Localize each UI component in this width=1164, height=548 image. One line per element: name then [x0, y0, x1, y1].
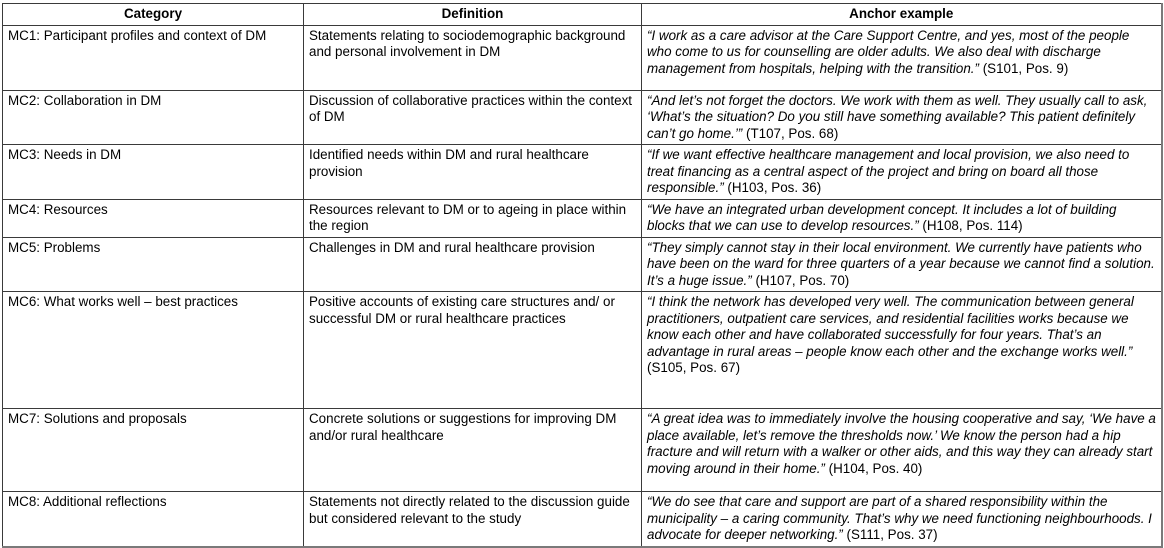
anchor-example-cell	[642, 199, 1162, 237]
anchor-quote: “They simply cannot stay in their local environment. We currently have patients who have been on the ward for three quarters of a year because we cannot find a solution. It’s a huge issue.”	[647, 239, 1155, 288]
anchor-source: (H107, Pos. 70)	[751, 272, 850, 288]
category-cell: MC2: Collaboration in DM	[3, 90, 304, 145]
anchor-source: (H108, Pos. 114)	[918, 218, 1023, 233]
anchor-example-cell	[642, 409, 1162, 492]
anchor-source: (T107, Pos. 68)	[742, 125, 839, 141]
anchor-quote: “We do see that care and support are part of a shared responsibility within the municipality – a caring community. That’s why we need functioning neighbourhoods. I advocate for deeper networking.”	[647, 494, 1152, 542]
header-category: Category	[3, 4, 304, 26]
category-cell: MC4: Resources	[3, 199, 304, 237]
category-table-container	[2, 3, 1161, 542]
anchor-source: (S111, Pos. 37)	[842, 527, 938, 542]
anchor-quote: “I think the network has developed very well. The communication between general practitioners, outpatient care services, and residential facilities works because we know each other and have collaborated successfully for four years. That’s an advantage in rural areas – people know each other and the exchange works well.”	[647, 294, 1134, 359]
category-cell: MC3: Needs in DM	[3, 145, 304, 200]
definition-cell: Statements relating to sociodemographic background and personal involvement in DM	[304, 25, 642, 90]
anchor-quote: “We have an integrated urban development concept. It includes a lot of building blocks that we can use to develop resources.”	[647, 201, 1117, 233]
table-row	[3, 25, 1162, 90]
header-anchor-example: Anchor example	[642, 4, 1162, 26]
definition-cell: Resources relevant to DM or to ageing in place within the region	[304, 199, 642, 237]
table-row	[3, 292, 1162, 409]
header-definition: Definition	[304, 4, 642, 26]
table-row	[3, 492, 1162, 547]
table-row	[3, 199, 1162, 237]
category-cell: MC5: Problems	[3, 237, 304, 292]
anchor-example-cell	[642, 237, 1162, 292]
category-cell: MC7: Solutions and proposals	[3, 409, 304, 492]
table-row	[3, 90, 1162, 145]
anchor-example-cell	[642, 145, 1162, 200]
anchor-source: (S105, Pos. 67)	[647, 360, 741, 375]
anchor-source: (H103, Pos. 36)	[723, 180, 822, 195]
anchor-quote: “A great idea was to immediately involve the housing cooperative and say, ‘We have a place available, let’s remove the thresholds now.’ We know the person had a hip fracture and will return with a walker or other aids, and this way they can already start moving around in their home.”	[647, 411, 1156, 476]
anchor-example-cell	[642, 90, 1162, 145]
category-table	[2, 3, 1163, 548]
table-row	[3, 237, 1162, 292]
table-row	[3, 409, 1162, 492]
table-row	[3, 145, 1162, 200]
header-row	[3, 4, 1162, 26]
anchor-source: (H104, Pos. 40)	[824, 460, 923, 476]
category-cell: MC1: Participant profiles and context of DM	[3, 25, 304, 90]
definition-cell: Positive accounts of existing care structures and/ or successful DM or rural healthcare practices	[304, 292, 642, 409]
anchor-source: (S101, Pos. 9)	[978, 60, 1069, 76]
anchor-example-cell	[642, 492, 1162, 547]
anchor-quote: “If we want effective healthcare management and local provision, we also need to treat financing as a central aspect of the project and bring on board all those responsible.”	[647, 147, 1130, 195]
category-cell: MC6: What works well – best practices	[3, 292, 304, 409]
definition-cell: Identified needs within DM and rural healthcare provision	[304, 145, 642, 200]
category-cell: MC8: Additional reflections	[3, 492, 304, 547]
anchor-example-cell	[642, 25, 1162, 90]
definition-cell: Statements not directly related to the discussion guide but considered relevant to the study	[304, 492, 642, 547]
definition-cell: Concrete solutions or suggestions for improving DM and/or rural healthcare	[304, 409, 642, 492]
anchor-quote: “I work as a care advisor at the Care Support Centre, and yes, most of the people who come to us for counselling are older adults. We also deal with discharge management from hospitals, helping with the transition.”	[647, 27, 1130, 76]
anchor-example-cell	[642, 292, 1162, 409]
definition-cell: Discussion of collaborative practices within the context of DM	[304, 90, 642, 145]
definition-cell: Challenges in DM and rural healthcare provision	[304, 237, 642, 292]
anchor-quote: “And let’s not forget the doctors. We work with them as well. They usually call to ask, ‘What’s the situation? Do you still have something available? This patient definitely can’t go home.’”	[647, 92, 1148, 141]
